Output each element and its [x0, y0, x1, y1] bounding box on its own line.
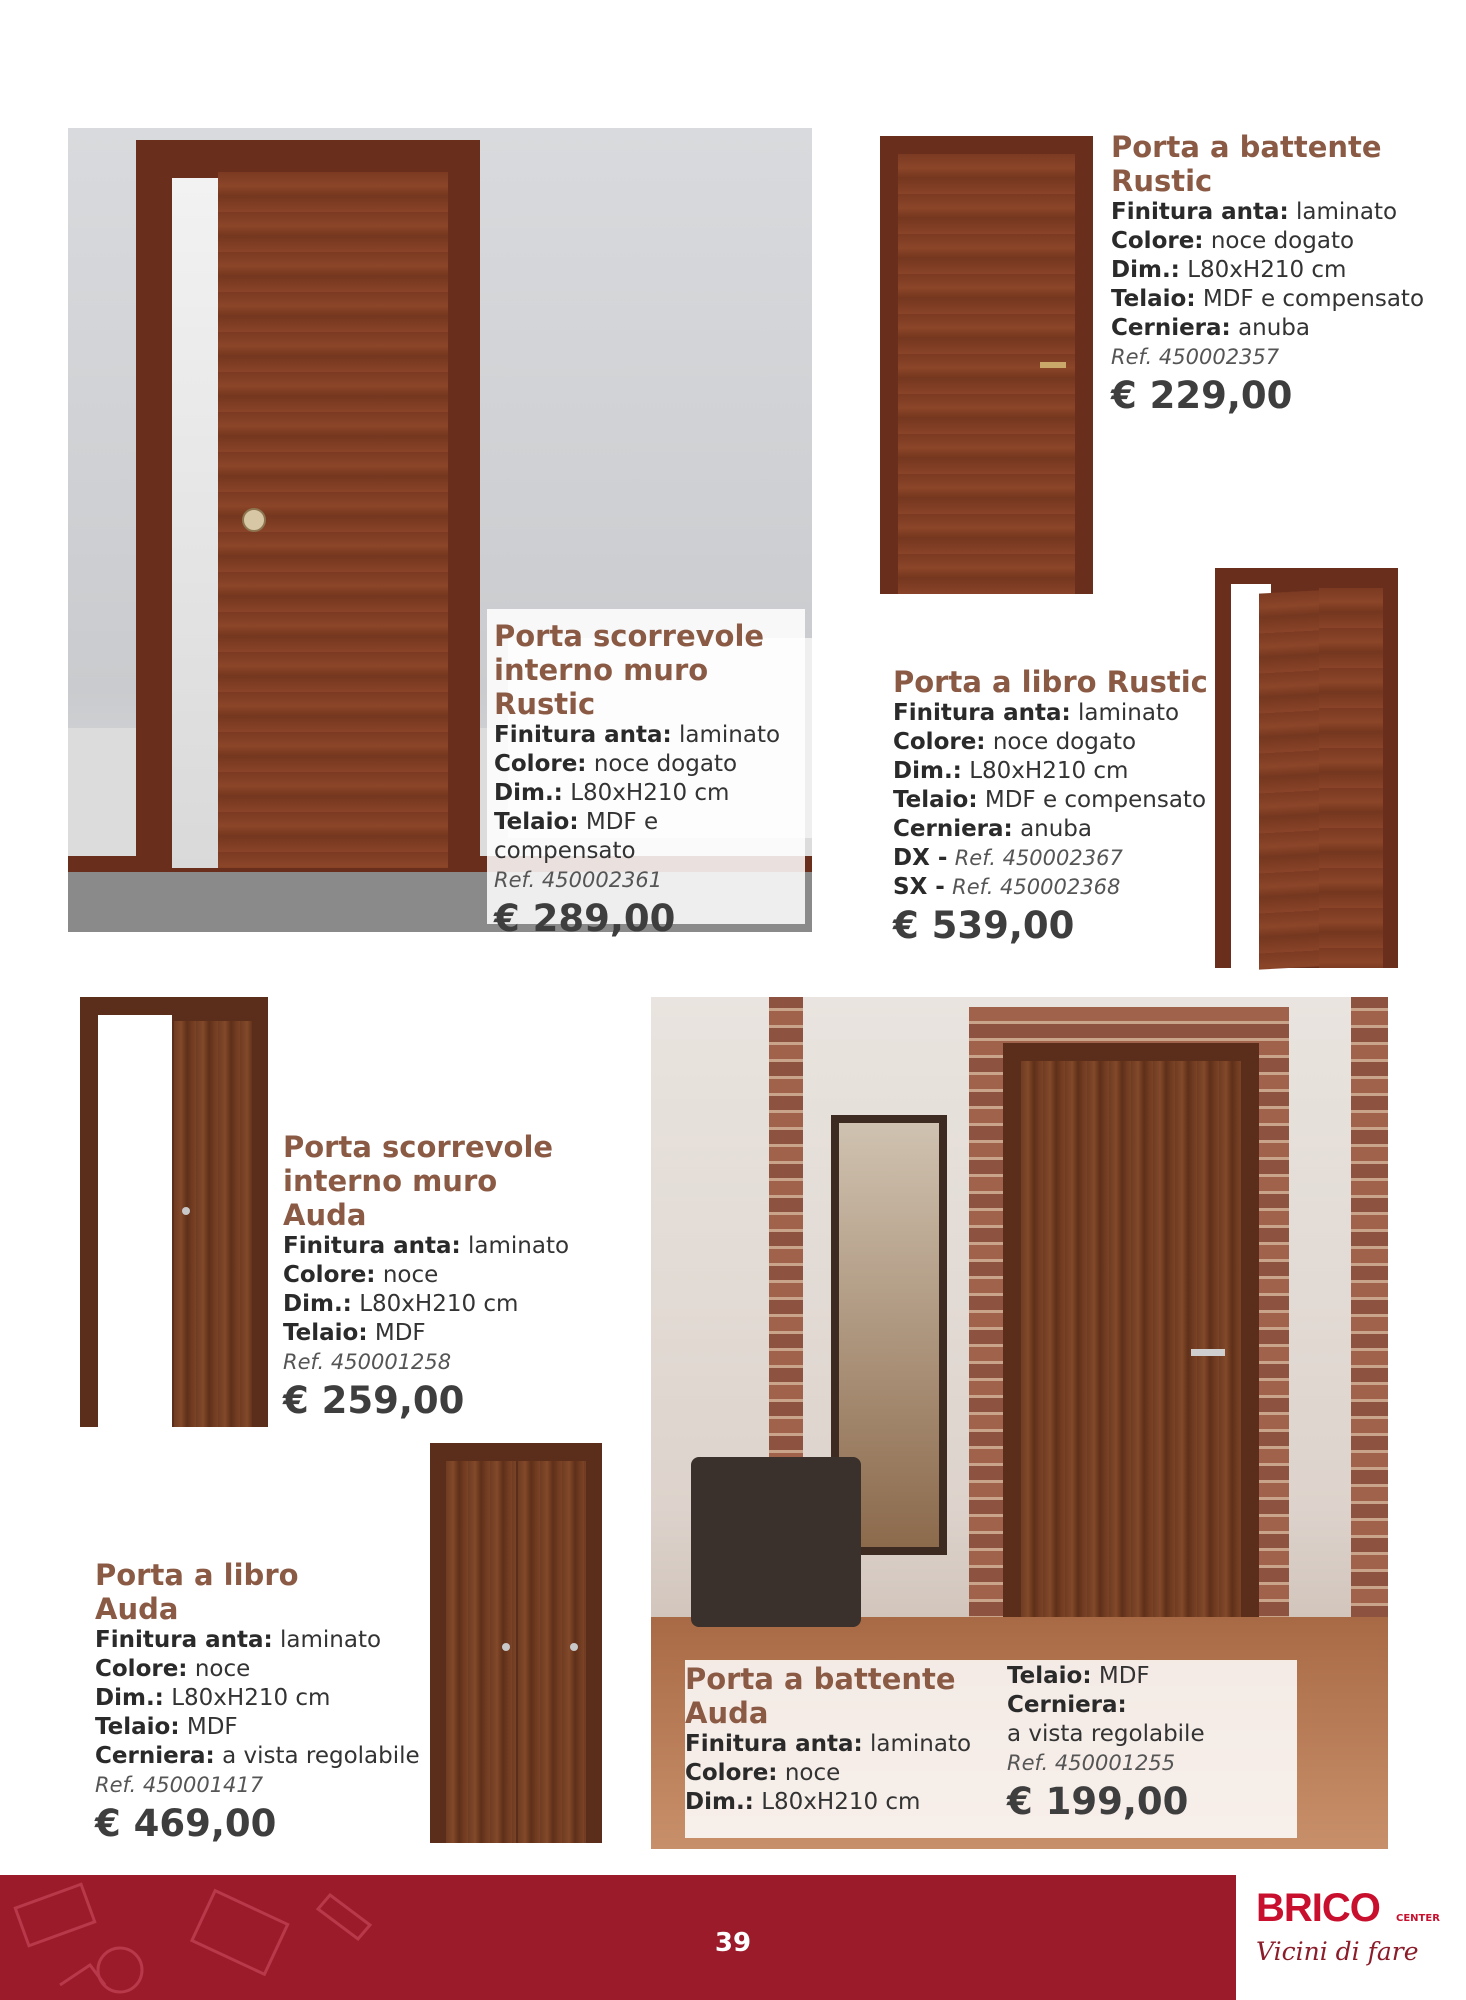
tagline: Vicini di fare	[1256, 1937, 1419, 1966]
product-price: € 259,00	[283, 1379, 465, 1422]
brico-logo	[1256, 1885, 1456, 1995]
photo-porta-libro-rustic	[1215, 568, 1398, 968]
product-price: € 539,00	[893, 904, 1075, 947]
info-rustic-battente: Porta a battente Rustic Finitura anta: laminato Colore: noce dogato Dim.: L80xH210 cm Telaio: MDF e compensato Cerniera: anuba Ref. 450002357 € 229,00	[1111, 130, 1451, 418]
info-panel-rustic-scorrevole: Porta scorrevole interno muro Rustic Finitura anta: laminato Colore: noce dogato Dim.: L80xH210 cm Telaio: MDF e compensato Ref. 450002361 € 289,00	[487, 609, 805, 924]
info-rustic-libro: Porta a libro Rustic Finitura anta: laminato Colore: noce dogato Dim.: L80xH210 cm Telaio: MDF e compensato Cerniera: anuba DX - Ref. 450002367 SX - Ref. 450002368 € 539,00	[893, 665, 1213, 948]
page-number: 39	[714, 1928, 752, 1958]
photo-porta-scorrevole-auda	[80, 997, 268, 1427]
product-ref: Ref. 450001417	[95, 1773, 264, 1797]
info-auda-scorrevole: Porta scorrevole interno muro Auda Finitura anta: laminato Colore: noce Dim.: L80xH210 cm Telaio: MDF Ref. 450001258 € 259,00	[283, 1130, 623, 1423]
product-ref: Ref. 450002361	[494, 868, 663, 892]
product-price: € 229,00	[1111, 374, 1293, 417]
photo-porta-libro-auda	[430, 1443, 602, 1843]
product-ref: Ref. 450002357	[1111, 345, 1280, 369]
info-panel-auda-battente: Porta a battente Auda Finitura anta: laminato Colore: noce Dim.: L80xH210 cm Telaio: MDF Cerniera: a vista regolabile Ref. 450001255 € 199,00	[685, 1660, 1297, 1838]
product-price: € 199,00	[1007, 1780, 1189, 1823]
brand-name: BRICO	[1256, 1886, 1380, 1930]
product-title: Porta scorrevole interno muro Rustic	[494, 619, 765, 721]
product-price: € 289,00	[494, 897, 676, 940]
product-ref: Ref. 450001255	[1007, 1751, 1176, 1775]
brand-badge: CENTER	[1396, 1913, 1440, 1924]
product-ref: Ref. 450001258	[283, 1350, 452, 1374]
info-auda-libro: Porta a libro Auda Finitura anta: laminato Colore: noce Dim.: L80xH210 cm Telaio: MDF Cerniera: a vista regolabile Ref. 450001417 € 469,00	[95, 1558, 435, 1846]
photo-porta-battente-rustic	[880, 136, 1093, 594]
product-price: € 469,00	[95, 1802, 277, 1845]
